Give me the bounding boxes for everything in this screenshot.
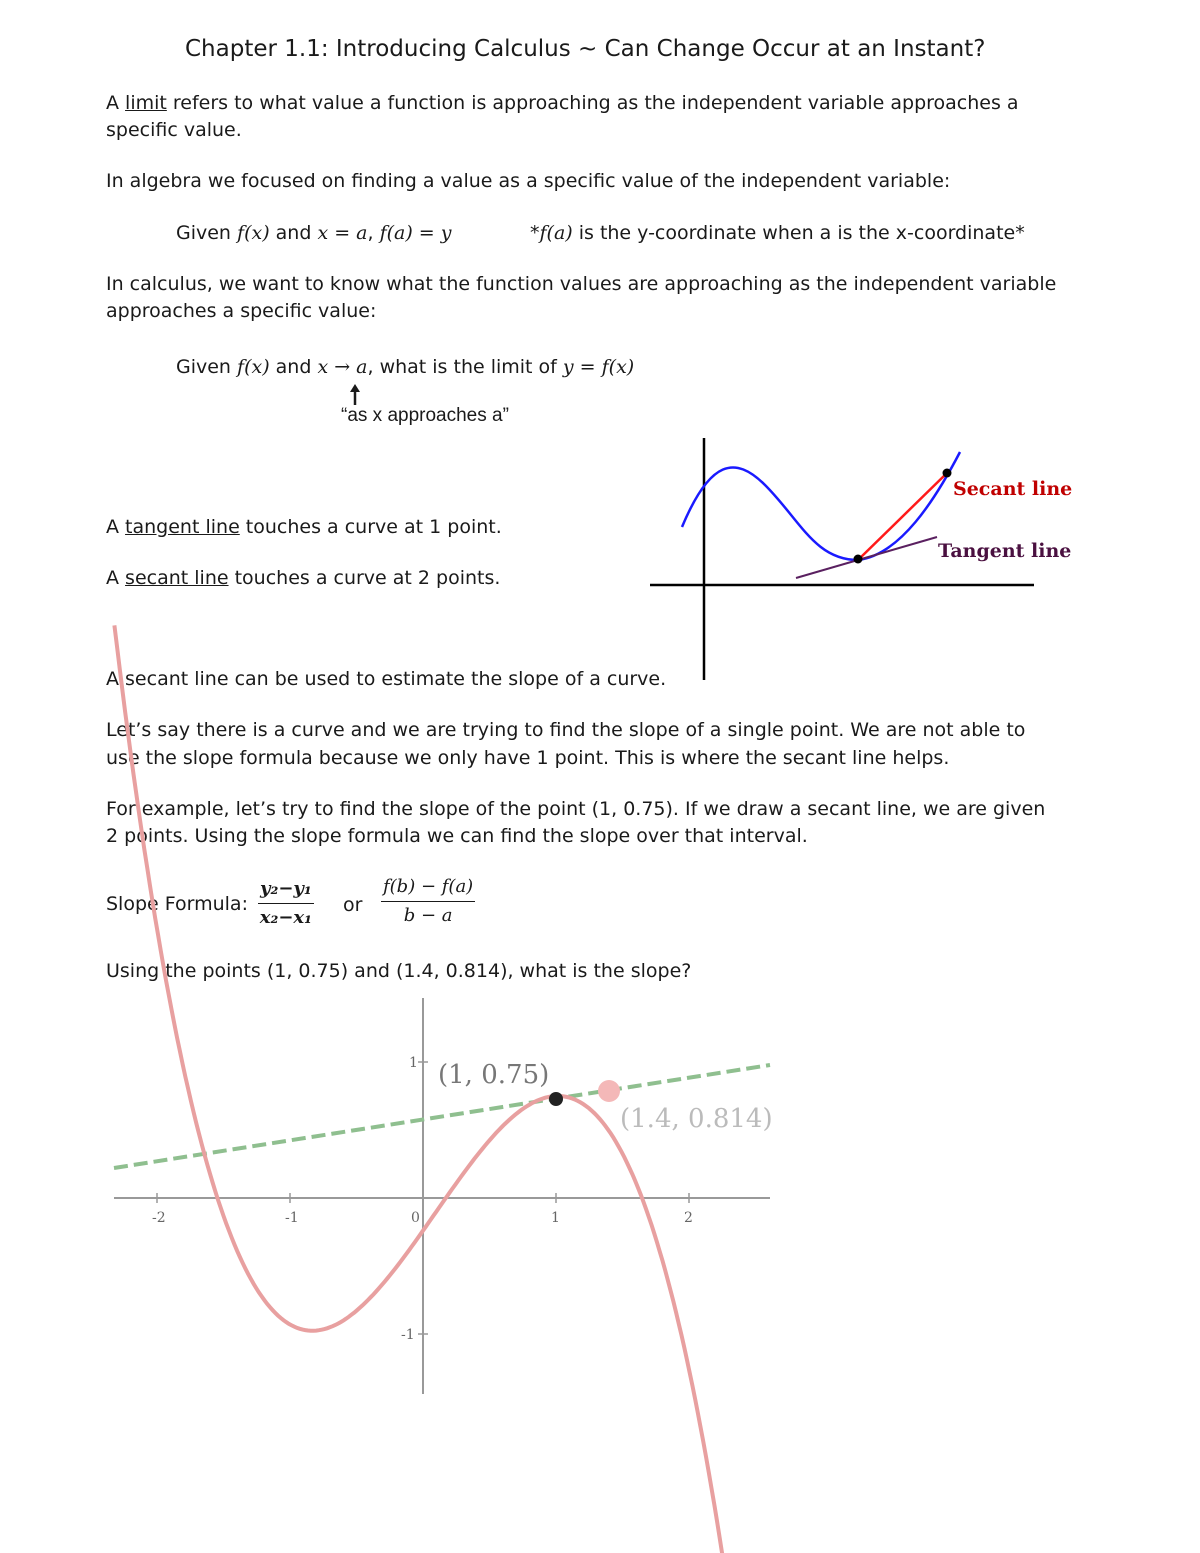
y-tick-label: -1	[401, 1327, 415, 1343]
limit-term: limit	[125, 92, 167, 114]
tangent-rest: touches a curve at 1 point.	[239, 516, 502, 538]
example-line2: 2 points. Using the slope formula we can find the slope over that interval.	[106, 825, 808, 847]
diagram-curve	[682, 452, 960, 560]
tangent-secant-diagram	[640, 430, 1073, 690]
and-word: and	[269, 356, 318, 378]
slope-fraction-function	[381, 876, 475, 927]
comma: ,	[367, 222, 380, 244]
slope-fraction-coords	[258, 878, 314, 929]
calculus-given	[176, 354, 634, 381]
slope-numerator-y: y₂−y₁	[258, 878, 314, 904]
x-approaches-a: x → a	[317, 356, 368, 378]
tangent-term: tangent line	[125, 516, 240, 538]
secant-estimate: A secant line can be used to estimate the slope of a curve.	[106, 668, 667, 690]
algebra-note	[530, 220, 1025, 247]
single-point-line1: Let’s say there is a curve and we are trying to find the slope of a single point. We are not able to	[106, 719, 1026, 741]
tangent-pre: A	[106, 516, 126, 538]
diagram-tangent-point	[854, 555, 863, 564]
x-tick-label: -1	[285, 1210, 299, 1226]
single-point-line2: use the slope formula because we only have 1 point. This is where the secant line helps.	[106, 747, 950, 769]
fx-expression: f(x)	[237, 222, 270, 244]
slope-numerator-f: f(b) − f(a)	[381, 876, 475, 902]
x-tick-label: -2	[152, 1210, 166, 1226]
limit-definition-line1	[106, 90, 1019, 117]
fa-equals-y: f(a) = y	[379, 222, 452, 244]
algebra-given	[176, 220, 452, 247]
slope-denominator-x: x₂−x₁	[259, 907, 313, 928]
graph-point2-label: (1.4, 0.814)	[620, 1104, 773, 1134]
slope-formula-label: Slope Formula:	[106, 893, 248, 915]
graph-point-2	[598, 1080, 620, 1102]
or-word: or	[343, 894, 363, 916]
fx-expression: f(x)	[237, 356, 270, 378]
calculus-intro-line2: approaches a specific value:	[106, 300, 377, 322]
x-tick-label: 2	[684, 1210, 693, 1226]
secant-line-label: Secant line	[953, 478, 1073, 500]
y-equals-fx: y = f(x)	[562, 356, 635, 378]
given-word: Given	[176, 356, 238, 378]
arrow-caption: “as x approaches a”	[341, 405, 509, 426]
limit-definition-line2: specific value.	[106, 119, 242, 141]
graph-axes	[114, 998, 770, 1394]
secant-rest: touches a curve at 2 points.	[228, 567, 501, 589]
x-equals-a: x = a	[317, 222, 368, 244]
slope-denominator-ba: b − a	[403, 905, 453, 926]
note-fa: f(a)	[539, 222, 573, 244]
page-title: Chapter 1.1: Introducing Calculus ~ Can Change Occur at an Instant?	[185, 36, 986, 62]
graph-point-1	[549, 1092, 563, 1106]
y-tick-label: 1	[409, 1055, 418, 1071]
example-line1: For example, let’s try to find the slope of the point (1, 0.75). If we draw a secant line, we are given	[106, 798, 1046, 820]
x-tick-label: 1	[551, 1210, 560, 1226]
secant-term: secant line	[125, 567, 229, 589]
algebra-intro: In algebra we focused on finding a value as a specific value of the independent variable:	[106, 170, 951, 192]
given-word: Given	[176, 222, 238, 244]
limit-pre: A	[106, 92, 126, 114]
limit-question: , what is the limit of	[367, 356, 563, 378]
and-word: and	[269, 222, 318, 244]
graph-point1-label: (1, 0.75)	[438, 1060, 550, 1090]
limit-line1-rest: refers to what value a function is approaching as the independent variable approaches a	[166, 92, 1019, 114]
secant-graph	[100, 990, 790, 1400]
diagram-secant-point	[943, 469, 952, 478]
up-arrow-icon	[348, 384, 362, 406]
x-tick-label: 0	[411, 1210, 420, 1226]
tangent-line-label: Tangent line	[938, 540, 1072, 562]
tangent-definition	[106, 514, 502, 541]
secant-definition	[106, 565, 500, 592]
note-rest: is the y-coordinate when a is the x-coordinate*	[572, 222, 1025, 244]
note-star: *	[530, 222, 540, 244]
question: Using the points (1, 0.75) and (1.4, 0.814), what is the slope?	[106, 960, 692, 982]
calculus-intro-line1: In calculus, we want to know what the function values are approaching as the independent variable	[106, 273, 1057, 295]
secant-pre: A	[106, 567, 126, 589]
